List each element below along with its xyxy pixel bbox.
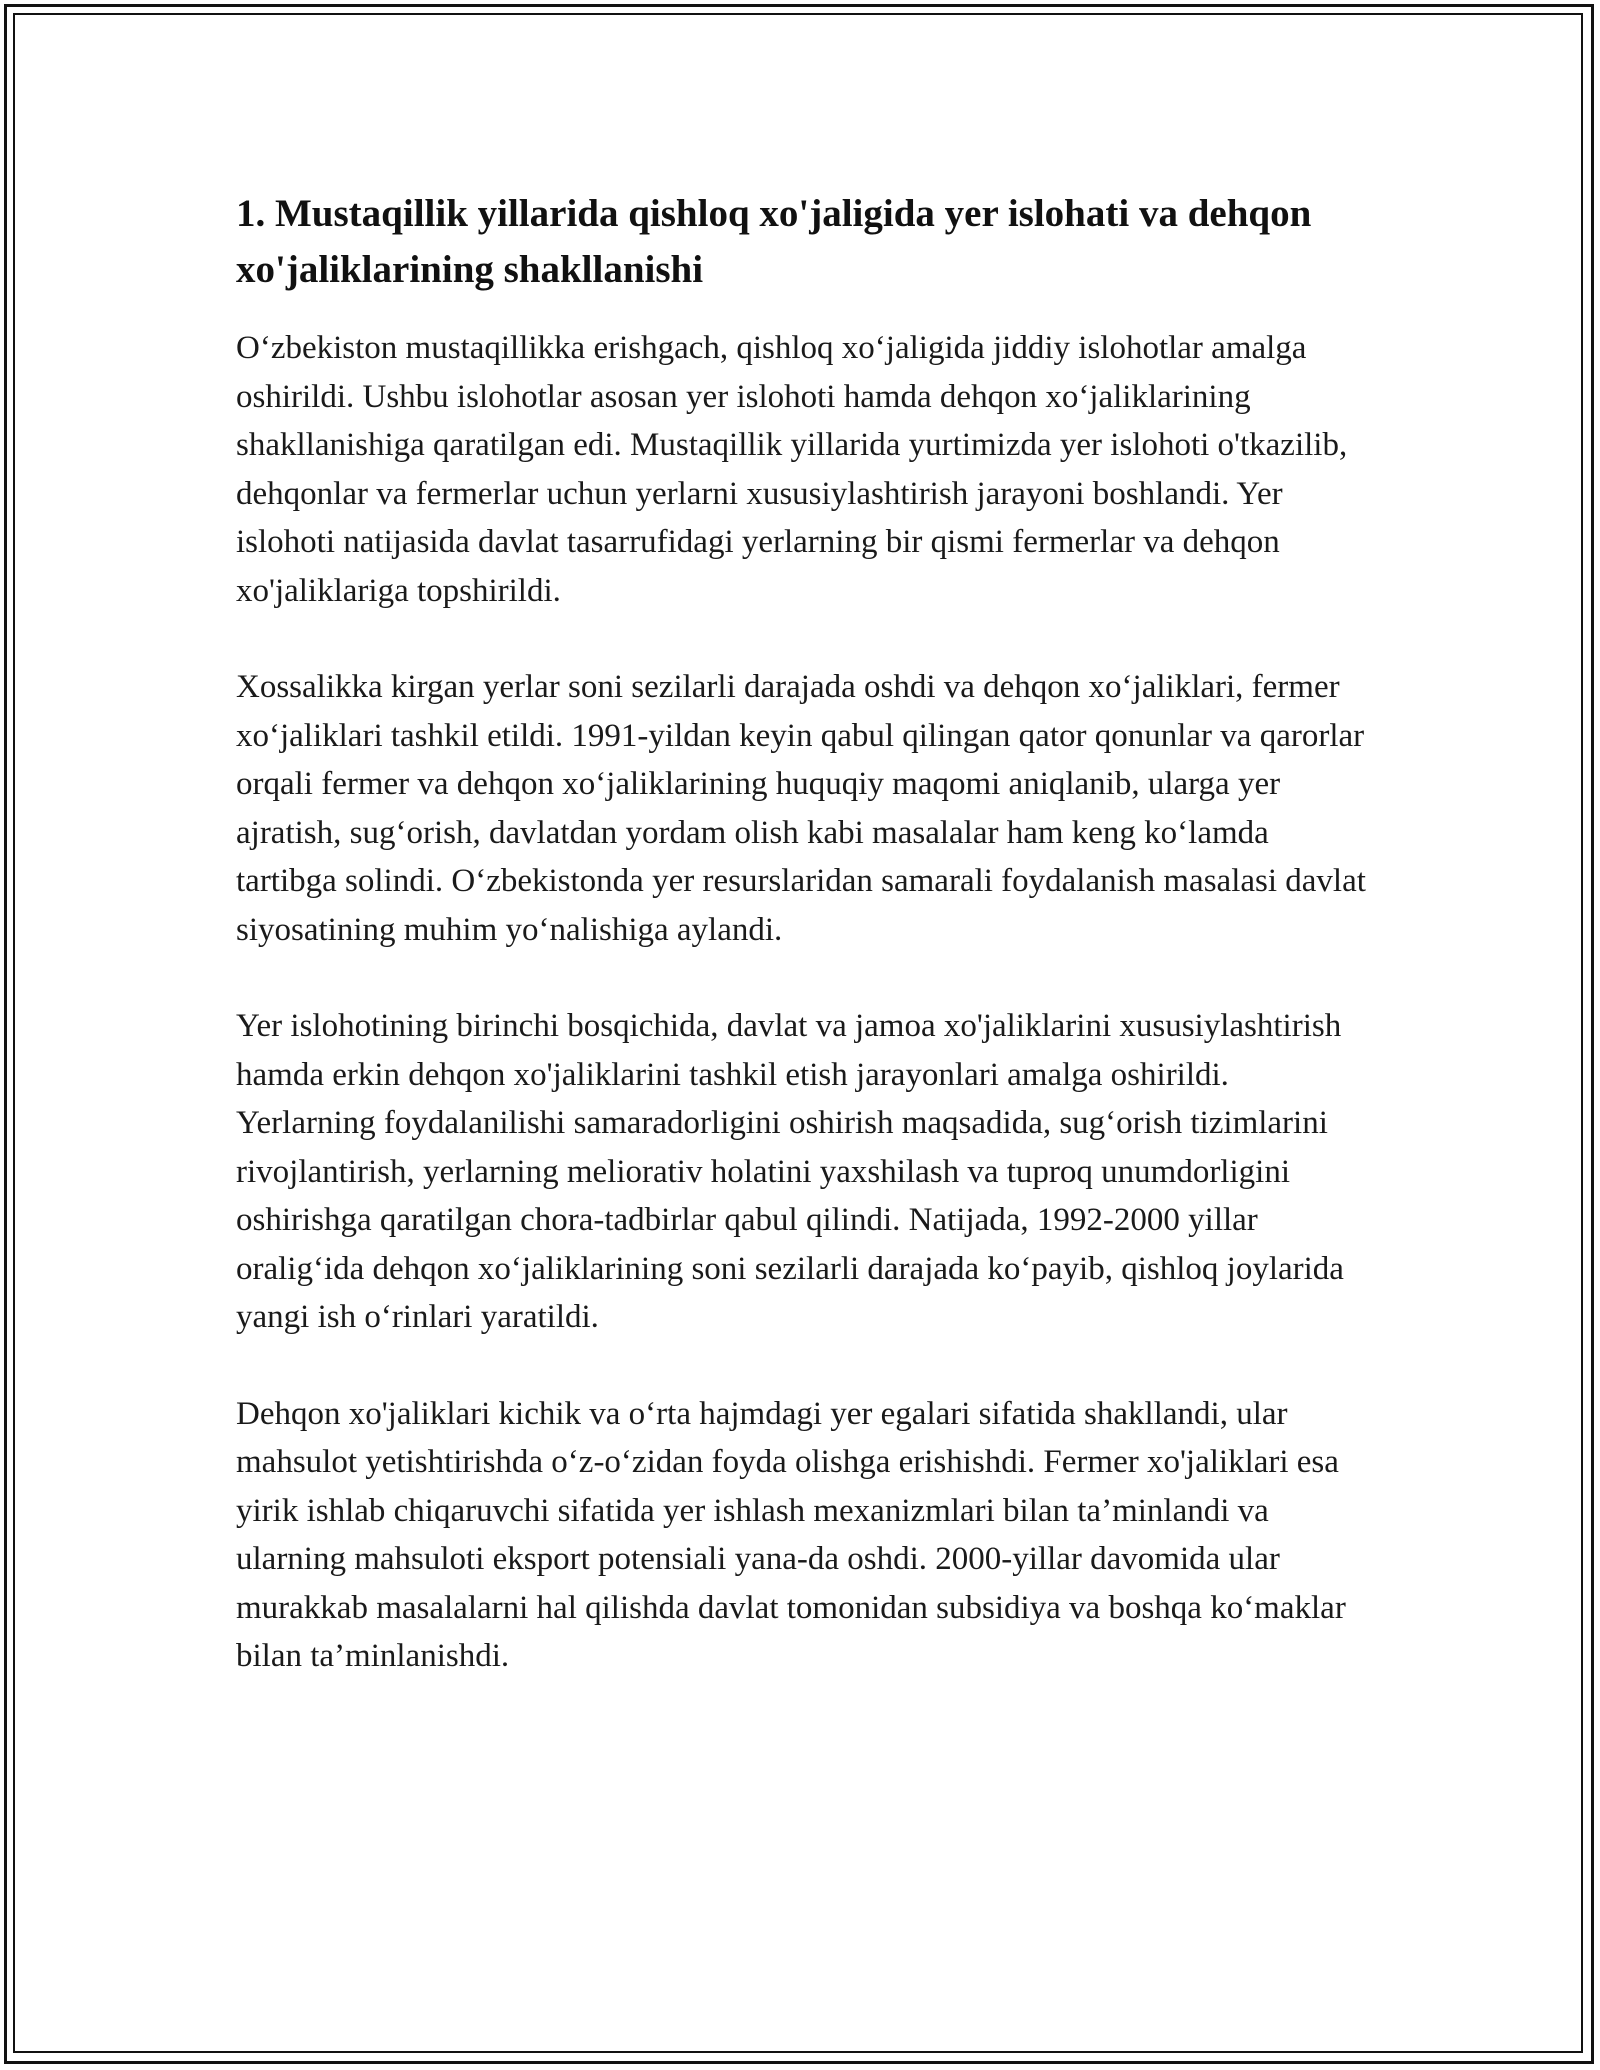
paragraph-1: O‘zbekiston mustaqillikka erishgach, qishloq xo‘jaligida jiddiy islohotlar amalga oshirildi. Ushbu islohotlar asosan yer islohoti hamda dehqon xo‘jaliklarining shakllanishiga qaratilgan edi. Mustaqillik yillarida yurtimizda yer islohoti o'tkazilib, dehqonlar va fermerlar uchun yerlarni xususiylashtirish jarayoni boshlandi. Yer islohoti natijasida davlat tasarrufidagi yerlarning bir qismi fermerlar va dehqon xo'jaliklariga topshirildi. — [236, 330, 1348, 609]
paragraph-2: Xossalikka kirgan yerlar soni sezilarli darajada oshdi va dehqon xo‘jaliklari, fermer xo‘jaliklari tashkil etildi. 1991-yildan keyin qabul qilingan qator qonunlar va qarorlar orqali fermer va dehqon xo‘jaliklarining huquqiy maqomi aniqlanib, ularga yer ajratish, sug‘orish, davlatdan yordam olish kabi masalalar ham keng ko‘lamda tartibga solindi. O‘zbekistonda yer resurslaridan samarali foydalanish masalasi davlat siyosatining muhim yo‘nalishiga aylandi. — [236, 669, 1366, 948]
paragraph-3: Yer islohotining birinchi bosqichida, davlat va jamoa xo'jaliklarini xususiylashtirish hamda erkin dehqon xo'jaliklarini tashkil etish jarayonlari amalga oshirildi. Yerlarning foydalanilishi samaradorligini oshirish maqsadida, sug‘orish tizimlarini rivojlantirish, yerlarning meliorativ holatini yaxshilash va tuproq unumdorligini oshirishga qaratilgan chora-tadbirlar qabul qilindi. Natijada, 1992-2000 yillar oralig‘ida dehqon xo‘jaliklarining soni sezilarli darajada ko‘payib, qishloq joylarida yangi ish o‘rinlari yaratildi. — [236, 1008, 1344, 1335]
paragraph-4: Dehqon xo'jaliklari kichik va o‘rta hajmdagi yer egalari sifatida shakllandi, ular mahsulot yetishtirishda o‘z-o‘zidan foyda olishga erishishdi. Fermer xo'jaliklari esa yirik ishlab chiqaruvchi sifatida yer ishlash mexanizmlari bilan ta’minlandi va ularning mahsuloti eksport potensiali yana-da oshdi. 2000-yillar davomida ular murakkab masalalarni hal qilishda davlat tomonidan subsidiya va boshqa ko‘maklar bilan ta’minlanishdi. — [236, 1395, 1346, 1674]
page-title: 1. Mustaqillik yillarida qishloq xo'jaligida yer islohati va dehqon xo'jaliklarining shakllanishi — [236, 192, 1312, 291]
document-body — [236, 186, 1366, 1729]
